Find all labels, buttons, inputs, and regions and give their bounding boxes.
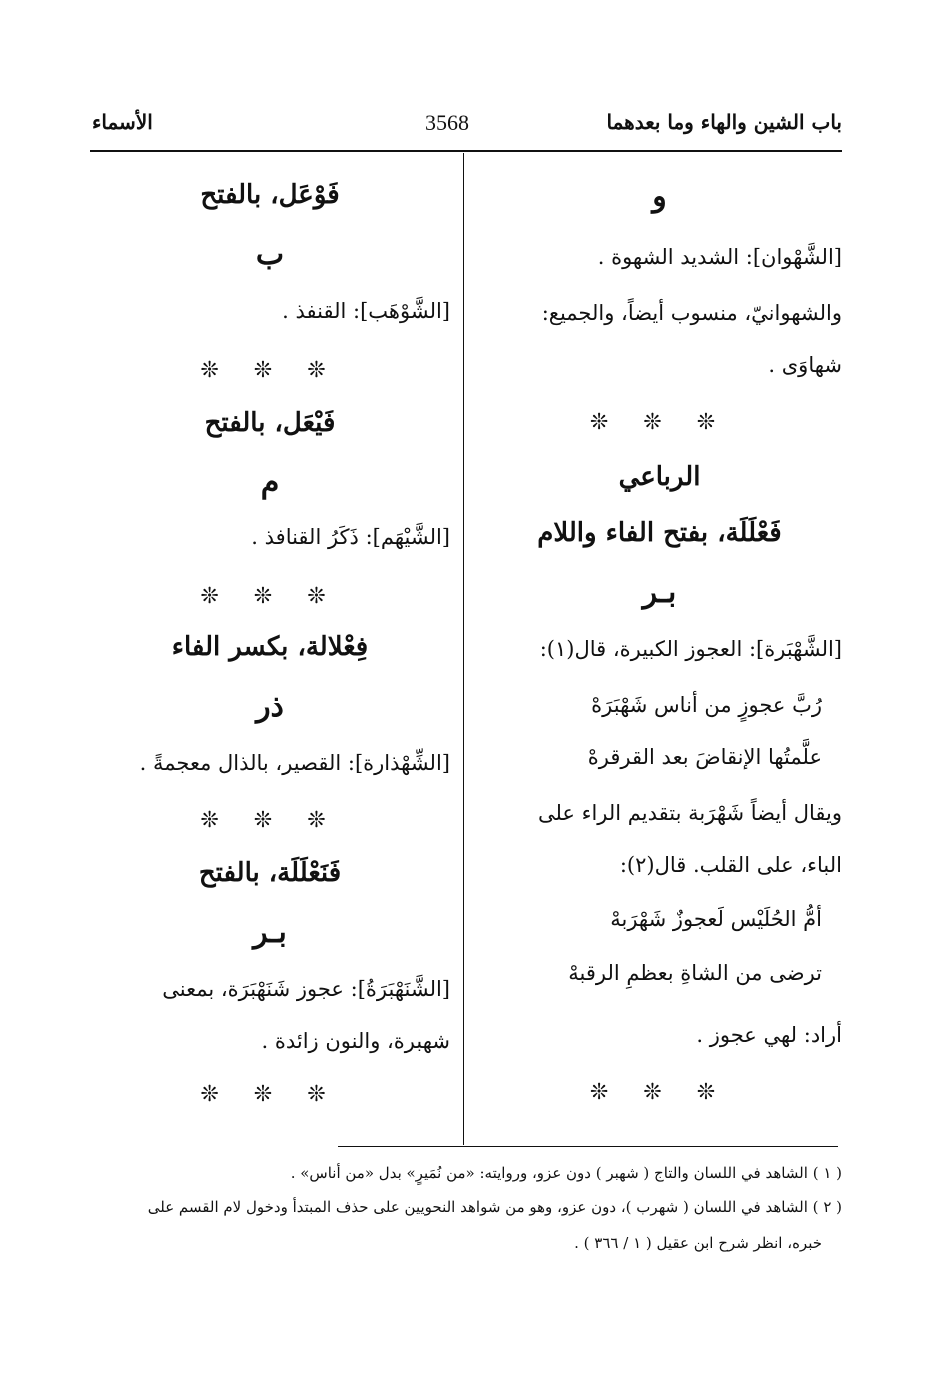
letter-heading: بـر [642, 575, 677, 610]
entry-line: [الشِّهْذارة]: القصير، بالذال معجمةً . [139, 751, 450, 775]
section-heading: فَوْعَل، بالفتح [200, 180, 340, 210]
entry-line: ويقال أيضاً شَهْرَبة بتقديم الراء على [537, 801, 842, 825]
entry-line: شهاوَى . [768, 353, 842, 377]
running-header-left: الأسماء [92, 110, 153, 134]
entry-line: الباء، على القلب. قال(٢): [619, 853, 842, 877]
section-heading: الرباعي [618, 462, 701, 492]
verse-line: رُبَّ عجوزٍ من أناس شَهْبَرَهْ [591, 693, 822, 717]
section-separator: ❊ ❊ ❊ [200, 1082, 340, 1107]
entry-line: شهبرة، والنون زائدة . [261, 1029, 450, 1053]
section-separator: ❊ ❊ ❊ [200, 584, 340, 609]
footnote-rule [338, 1146, 838, 1147]
letter-heading: ب [255, 237, 285, 272]
verse-line: ترضى من الشاةِ بعظمِ الرقبهْ [568, 961, 822, 985]
section-separator: ❊ ❊ ❊ [589, 1080, 730, 1105]
running-header-right: باب الشين والهاء وما بعدهما [606, 110, 842, 134]
letter-heading: ذر [256, 689, 284, 724]
letter-heading: و [652, 179, 667, 214]
entry-line: [الشَّوْهَب]: القنفذ . [282, 299, 450, 323]
section-separator: ❊ ❊ ❊ [200, 808, 340, 833]
verse-line: علَّمتُها الإنقاضَ بعد القرقرهْ [587, 745, 822, 769]
footnote-2-continued: خبره، انظر شرح ابن عقيل ( ١ / ٣٦٦ ) . [574, 1234, 822, 1252]
section-heading: فَعْلَلَة، بفتح الفاء واللام [537, 518, 782, 548]
entry-line: [الشَّنَهْبَرَةُ]: عجوز شَنَهْبَرَة، بمعنى [162, 977, 450, 1001]
section-separator: ❊ ❊ ❊ [589, 410, 730, 435]
page-number: 3568 [425, 110, 469, 135]
entry-line: أراد: لهي عجوز . [696, 1023, 842, 1047]
section-heading: فَيْعَل، بالفتح [204, 408, 336, 438]
entry-line: [الشَّهْبَرة]: العجوز الكبيرة، قال(١): [539, 637, 842, 661]
letter-heading: م [260, 465, 280, 500]
section-heading: فَنَعْلَلَة، بالفتح [198, 858, 342, 888]
verse-line: أمُّ الحُلَيْس لَعجوزٌ شَهْرَبهْ [610, 907, 822, 931]
section-heading: فِعْلالة، بكسر الفاء [171, 632, 369, 662]
letter-heading: بـر [253, 915, 287, 950]
footnote-2: ( ٢ ) الشاهد في اللسان ( شهرب )، دون عزو، وهو من شواهد النحويين على حذف المبتدأ ودخول لام القسم على [147, 1198, 842, 1216]
section-separator: ❊ ❊ ❊ [200, 358, 340, 383]
header-rule [90, 150, 842, 152]
footnote-1: ( ١ ) الشاهد في اللسان والتاج ( شهبر ) دون عزو، وروايته: «من نُمَيرٍ» بدل «من أناس» . [290, 1164, 842, 1182]
entry-line: [الشَّيْهَم]: ذَكَرُ القنافذ . [251, 525, 450, 549]
entry-line: والشهوانيّ، منسوب أيضاً، والجميع: [541, 301, 842, 325]
entry-line: [الشَّهْوان]: الشديد الشهوة . [597, 245, 842, 269]
column-divider [463, 153, 464, 1145]
